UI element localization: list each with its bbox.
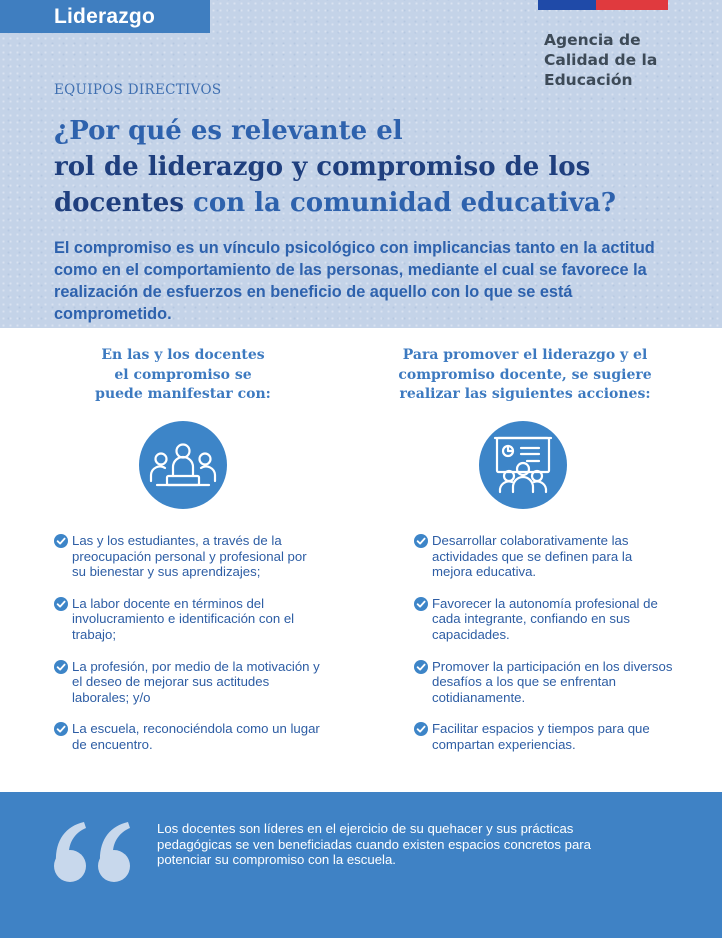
- list-item-text: Favorecer la autonomía profesional de cada integrante, confiando en sus capacidades.: [432, 595, 658, 642]
- list-item: [54, 721, 324, 752]
- left-heading-line-1: En las y los docentes: [101, 347, 265, 363]
- title-line-1: ¿Por qué es relevante el: [54, 116, 403, 146]
- agency-line-3: Educación: [544, 71, 633, 89]
- team-meeting-icon: [139, 421, 227, 509]
- check-icon: [414, 722, 428, 736]
- quote-band: [0, 792, 722, 938]
- list-item: [414, 596, 676, 643]
- check-icon: [414, 534, 428, 548]
- quote-icon: [54, 822, 136, 891]
- list-item: [414, 721, 676, 752]
- check-icon: [54, 597, 68, 611]
- intro-paragraph: El compromiso es un vínculo psicológico con implicancias tanto en la actitud como en el comportamiento de las personas, mediante el cual se favorece la realización de esfuerzos en beneficio de aquello con lo que se está comprometido.: [54, 239, 655, 323]
- check-icon: [414, 660, 428, 674]
- check-icon: [54, 722, 68, 736]
- page-title: [54, 113, 704, 221]
- list-item: [54, 596, 324, 643]
- list-item: [414, 659, 676, 706]
- list-item: [54, 659, 324, 706]
- list-item-text: Desarrollar colaborativamente las actividades que se definen para la mejora educativa.: [432, 533, 633, 580]
- list-item-text: La labor docente en términos del involucramiento e identificación con el trabajo;: [72, 595, 295, 642]
- title-line-2: rol de liderazgo y compromiso de los: [54, 152, 591, 182]
- left-heading-line-2: el compromiso se: [114, 366, 252, 383]
- section-tag: Liderazgo: [0, 0, 210, 33]
- left-heading-line-3: puede manifestar con:: [95, 386, 271, 402]
- title-line-3: [54, 185, 704, 221]
- list-item-text: La escuela, reconociéndola como un lugar de encuentro.: [72, 721, 320, 752]
- right-column-heading: [388, 346, 662, 405]
- kicker: EQUIPOS DIRECTIVOS: [54, 82, 222, 98]
- left-list: [54, 533, 324, 769]
- presentation-board-icon: [479, 421, 567, 509]
- flag-stripe-blue: [538, 0, 596, 10]
- check-icon: [54, 660, 68, 674]
- check-icon: [54, 534, 68, 548]
- flag-stripe-red: [596, 0, 668, 10]
- right-heading-line-3: realizar las siguientes acciones:: [399, 386, 651, 402]
- header-section: [0, 0, 722, 328]
- list-item-text: Promover la participación en los diversos desafíos a los que se enfrentan cotidianamente.: [432, 658, 673, 705]
- right-list: [414, 533, 676, 769]
- list-item-text: La profesión, por medio de la motivación y el deseo de mejorar sus actitudes laborales; y/o: [72, 658, 320, 705]
- check-icon: [414, 597, 428, 611]
- left-column-heading: [60, 346, 306, 405]
- agency-logo: [544, 30, 714, 90]
- title-line-3-bold: docentes: [54, 188, 184, 218]
- list-item: [414, 533, 676, 580]
- quote-text: Los docentes son líderes en el ejercicio de su quehacer y sus prácticas pedagógicas se ven beneficiadas cuando existen espacios concretos para potenciar su compromiso con la escuela.: [157, 821, 592, 868]
- list-item: [54, 533, 324, 580]
- list-item-text: Las y los estudiantes, a través de la preocupación personal y profesional por su bienestar y sus aprendizajes;: [72, 533, 307, 580]
- list-item-text: Facilitar espacios y tiempos para que compartan experiencias.: [432, 721, 650, 752]
- agency-line-1: Agencia de: [544, 31, 641, 49]
- right-heading-line-1: Para promover el liderazgo y el: [402, 347, 648, 363]
- right-heading-line-2: compromiso docente, se sugiere: [398, 366, 652, 383]
- title-line-3-rest: con la comunidad educativa?: [184, 188, 616, 218]
- agency-line-2: Calidad de la: [544, 51, 658, 69]
